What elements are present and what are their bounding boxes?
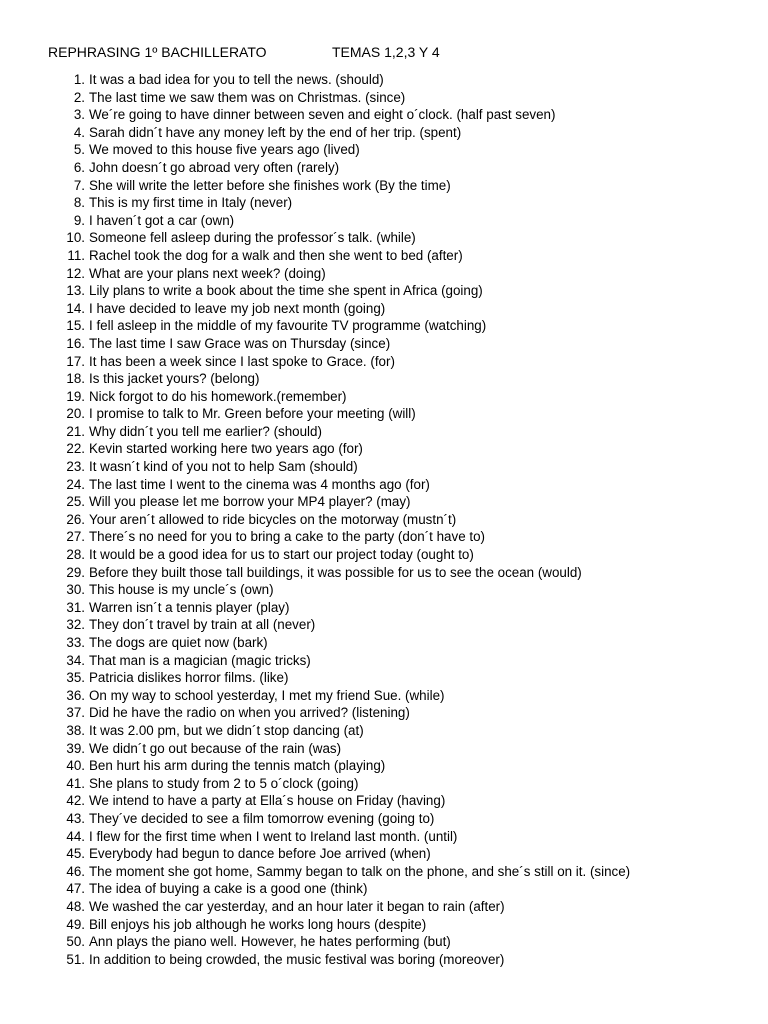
exercise-text: Patricia dislikes horror films. (like) <box>89 670 289 686</box>
exercise-item <box>48 687 748 705</box>
exercise-item <box>48 71 748 89</box>
exercise-text: I promise to talk to Mr. Green before your meeting (will) <box>89 406 416 422</box>
exercise-item <box>48 652 748 670</box>
exercise-number: 33. <box>66 635 85 650</box>
exercise-number: 10. <box>66 230 85 246</box>
exercise-number: 8. <box>73 195 85 211</box>
exercise-number: 24. <box>66 476 85 492</box>
exercise-item <box>48 159 748 177</box>
exercise-item <box>48 353 748 371</box>
exercise-text: They don´t travel by train at all (never) <box>89 617 316 633</box>
exercise-item <box>48 528 748 546</box>
exercise-number: 50. <box>66 934 85 950</box>
exercise-number: 41. <box>66 775 85 791</box>
exercise-text: On my way to school yesterday, I met my friend Sue. (while) <box>89 687 445 703</box>
exercise-item <box>48 845 748 863</box>
exercise-item <box>48 898 748 916</box>
exercise-text: I haven´t got a car (own) <box>89 212 235 228</box>
exercise-number: 37. <box>66 705 85 721</box>
exercise-text: This is my first time in Italy (never) <box>89 195 293 211</box>
exercise-item <box>48 177 748 195</box>
exercise-text: Your aren´t allowed to ride bicycles on the motorway (mustn´t) <box>89 511 457 527</box>
exercise-item <box>48 141 748 159</box>
exercise-text: It wasn´t kind of you not to help Sam (should) <box>89 459 358 475</box>
exercise-text: The last time we saw them was on Christmas. (since) <box>89 89 406 105</box>
exercise-item <box>48 282 748 300</box>
exercise-item <box>48 458 748 476</box>
exercise-text: Lily plans to write a book about the time she spent in Africa (going) <box>89 283 483 299</box>
exercise-item <box>48 300 748 318</box>
exercise-item <box>48 775 748 793</box>
exercise-number: 2. <box>73 89 85 105</box>
exercise-text: This house is my uncle´s (own) <box>89 582 274 598</box>
exercise-item <box>48 423 748 441</box>
exercise-item <box>48 669 748 687</box>
exercise-number: 11. <box>67 247 85 263</box>
exercise-text: There´s no need for you to bring a cake to the party (don´t have to) <box>89 529 485 545</box>
exercise-number: 4. <box>73 124 85 140</box>
exercise-number: 27. <box>66 529 85 545</box>
exercise-text: She will write the letter before she finishes work (By the time) <box>89 177 451 193</box>
exercise-number: 26. <box>66 511 85 527</box>
exercise-number: 49. <box>66 916 85 932</box>
exercise-number: 47. <box>66 881 85 897</box>
exercise-number: 14. <box>66 300 85 316</box>
exercise-number: 1. <box>73 72 85 87</box>
exercise-text: Kevin started working here two years ago (for) <box>89 441 363 457</box>
document-topics: TEMAS 1,2,3 Y 4 <box>332 44 440 60</box>
exercise-number: 19. <box>66 388 85 404</box>
exercise-text: Rachel took the dog for a walk and then she went to bed (after) <box>89 247 463 263</box>
exercise-text: Sarah didn´t have any money left by the end of her trip. (spent) <box>89 124 462 140</box>
exercise-text: Is this jacket yours? (belong) <box>89 371 260 387</box>
exercise-item <box>48 546 748 564</box>
exercise-item <box>48 740 748 758</box>
exercise-text: We moved to this house five years ago (lived) <box>89 142 360 158</box>
exercise-item <box>48 212 748 230</box>
exercise-item <box>48 951 748 969</box>
exercise-text: Why didn´t you tell me earlier? (should) <box>89 423 322 439</box>
exercise-text: She plans to study from 2 to 5 o´clock (going) <box>89 775 359 791</box>
exercise-number: 12. <box>66 265 85 281</box>
exercise-text: Before they built those tall buildings, it was possible for us to see the ocean (would) <box>89 564 582 580</box>
exercise-number: 45. <box>66 846 85 862</box>
exercise-item <box>48 335 748 353</box>
exercise-text: We intend to have a party at Ella´s house on Friday (having) <box>89 793 446 809</box>
exercise-text: I fell asleep in the middle of my favourite TV programme (watching) <box>89 318 487 334</box>
exercise-number: 3. <box>73 107 85 123</box>
exercise-item <box>48 564 748 582</box>
exercise-text: I flew for the first time when I went to Ireland last month. (until) <box>89 828 458 844</box>
exercise-item <box>48 405 748 423</box>
exercise-item <box>48 722 748 740</box>
exercise-item <box>48 511 748 529</box>
exercise-text: Did he have the radio on when you arrived? (listening) <box>89 705 410 721</box>
exercise-number: 35. <box>66 670 85 686</box>
exercise-text: It would be a good idea for us to start our project today (ought to) <box>89 547 474 563</box>
exercise-number: 30. <box>66 582 85 598</box>
exercise-text: It was 2.00 pm, but we didn´t stop dancing (at) <box>89 722 364 738</box>
exercise-item <box>48 581 748 599</box>
exercise-text: They´ve decided to see a film tomorrow evening (going to) <box>89 810 435 826</box>
exercise-text: Everybody had begun to dance before Joe arrived (when) <box>89 846 431 862</box>
exercise-text: Ann plays the piano well. However, he hates performing (but) <box>89 934 451 950</box>
exercise-number: 5. <box>73 142 85 158</box>
exercise-number: 48. <box>66 898 85 914</box>
exercise-number: 44. <box>66 828 85 844</box>
exercise-number: 39. <box>66 740 85 756</box>
exercise-item <box>48 370 748 388</box>
exercise-item <box>48 863 748 881</box>
exercise-item <box>48 933 748 951</box>
exercise-number: 9. <box>73 212 85 228</box>
exercise-item <box>48 634 748 652</box>
exercise-text: The idea of buying a cake is a good one (think) <box>89 881 368 897</box>
exercise-number: 43. <box>66 810 85 826</box>
exercise-number: 46. <box>66 863 85 879</box>
exercise-item <box>48 247 748 265</box>
exercise-text: John doesn´t go abroad very often (rarely) <box>89 159 340 175</box>
exercise-text: Warren isn´t a tennis player (play) <box>89 599 290 615</box>
exercise-number: 7. <box>73 177 85 193</box>
exercise-item <box>48 388 748 406</box>
exercise-item <box>48 440 748 458</box>
exercise-item <box>48 880 748 898</box>
exercise-text: The last time I saw Grace was on Thursday (since) <box>89 335 391 351</box>
exercise-item <box>48 757 748 775</box>
exercise-number: 25. <box>66 494 85 510</box>
exercise-item <box>48 616 748 634</box>
exercise-number: 13. <box>66 283 85 299</box>
exercise-number: 21. <box>66 423 85 439</box>
exercise-text: What are your plans next week? (doing) <box>89 265 326 281</box>
exercise-item <box>48 265 748 283</box>
exercise-number: 20. <box>66 406 85 422</box>
exercise-text: It was a bad idea for you to tell the news. (should) <box>89 72 384 87</box>
exercise-item <box>48 194 748 212</box>
exercise-text: I have decided to leave my job next month (going) <box>89 300 386 316</box>
exercise-text: The dogs are quiet now (bark) <box>89 635 268 650</box>
exercise-number: 22. <box>66 441 85 457</box>
exercise-text: Will you please let me borrow your MP4 player? (may) <box>89 494 411 510</box>
exercise-item <box>48 493 748 511</box>
exercise-number: 36. <box>66 687 85 703</box>
exercise-text: We´re going to have dinner between seven and eight o´clock. (half past seven) <box>89 107 556 123</box>
exercise-text: The last time I went to the cinema was 4 months ago (for) <box>89 476 430 492</box>
exercise-list <box>48 71 748 968</box>
exercise-item <box>48 599 748 617</box>
exercise-item <box>48 106 748 124</box>
exercise-number: 51. <box>66 951 85 967</box>
exercise-number: 17. <box>66 353 85 369</box>
exercise-text: Someone fell asleep during the professor´s talk. (while) <box>89 230 416 246</box>
exercise-number: 28. <box>66 547 85 563</box>
exercise-number: 29. <box>66 564 85 580</box>
exercise-number: 18. <box>66 371 85 387</box>
exercise-number: 16. <box>66 335 85 351</box>
exercise-number: 32. <box>66 617 85 633</box>
exercise-number: 40. <box>66 758 85 774</box>
exercise-item <box>48 828 748 846</box>
exercise-text: Bill enjoys his job although he works long hours (despite) <box>89 916 427 932</box>
exercise-item <box>48 124 748 142</box>
exercise-text: That man is a magician (magic tricks) <box>89 652 311 668</box>
exercise-text: Nick forgot to do his homework.(remember) <box>89 388 347 404</box>
document-title: REPHRASING 1º BACHILLERATO <box>48 44 267 60</box>
exercise-text: We didn´t go out because of the rain (was) <box>89 740 342 756</box>
exercise-item <box>48 229 748 247</box>
exercise-item <box>48 704 748 722</box>
exercise-number: 15. <box>66 318 85 334</box>
exercise-item <box>48 916 748 934</box>
exercise-item <box>48 89 748 107</box>
exercise-item <box>48 317 748 335</box>
exercise-number: 31. <box>66 599 85 615</box>
exercise-text: Ben hurt his arm during the tennis match (playing) <box>89 758 386 774</box>
exercise-text: In addition to being crowded, the music festival was boring (moreover) <box>89 951 505 967</box>
exercise-number: 42. <box>66 793 85 809</box>
exercise-text: The moment she got home, Sammy began to talk on the phone, and she´s still on it. (since) <box>89 863 631 879</box>
exercise-number: 23. <box>66 459 85 475</box>
exercise-number: 6. <box>73 159 85 175</box>
exercise-number: 38. <box>66 722 85 738</box>
exercise-item <box>48 476 748 494</box>
document-header <box>48 42 728 62</box>
exercise-number: 34. <box>66 652 85 668</box>
exercise-text: We washed the car yesterday, and an hour later it began to rain (after) <box>89 898 505 914</box>
exercise-item <box>48 810 748 828</box>
exercise-text: It has been a week since I last spoke to Grace. (for) <box>89 353 395 369</box>
exercise-item <box>48 792 748 810</box>
